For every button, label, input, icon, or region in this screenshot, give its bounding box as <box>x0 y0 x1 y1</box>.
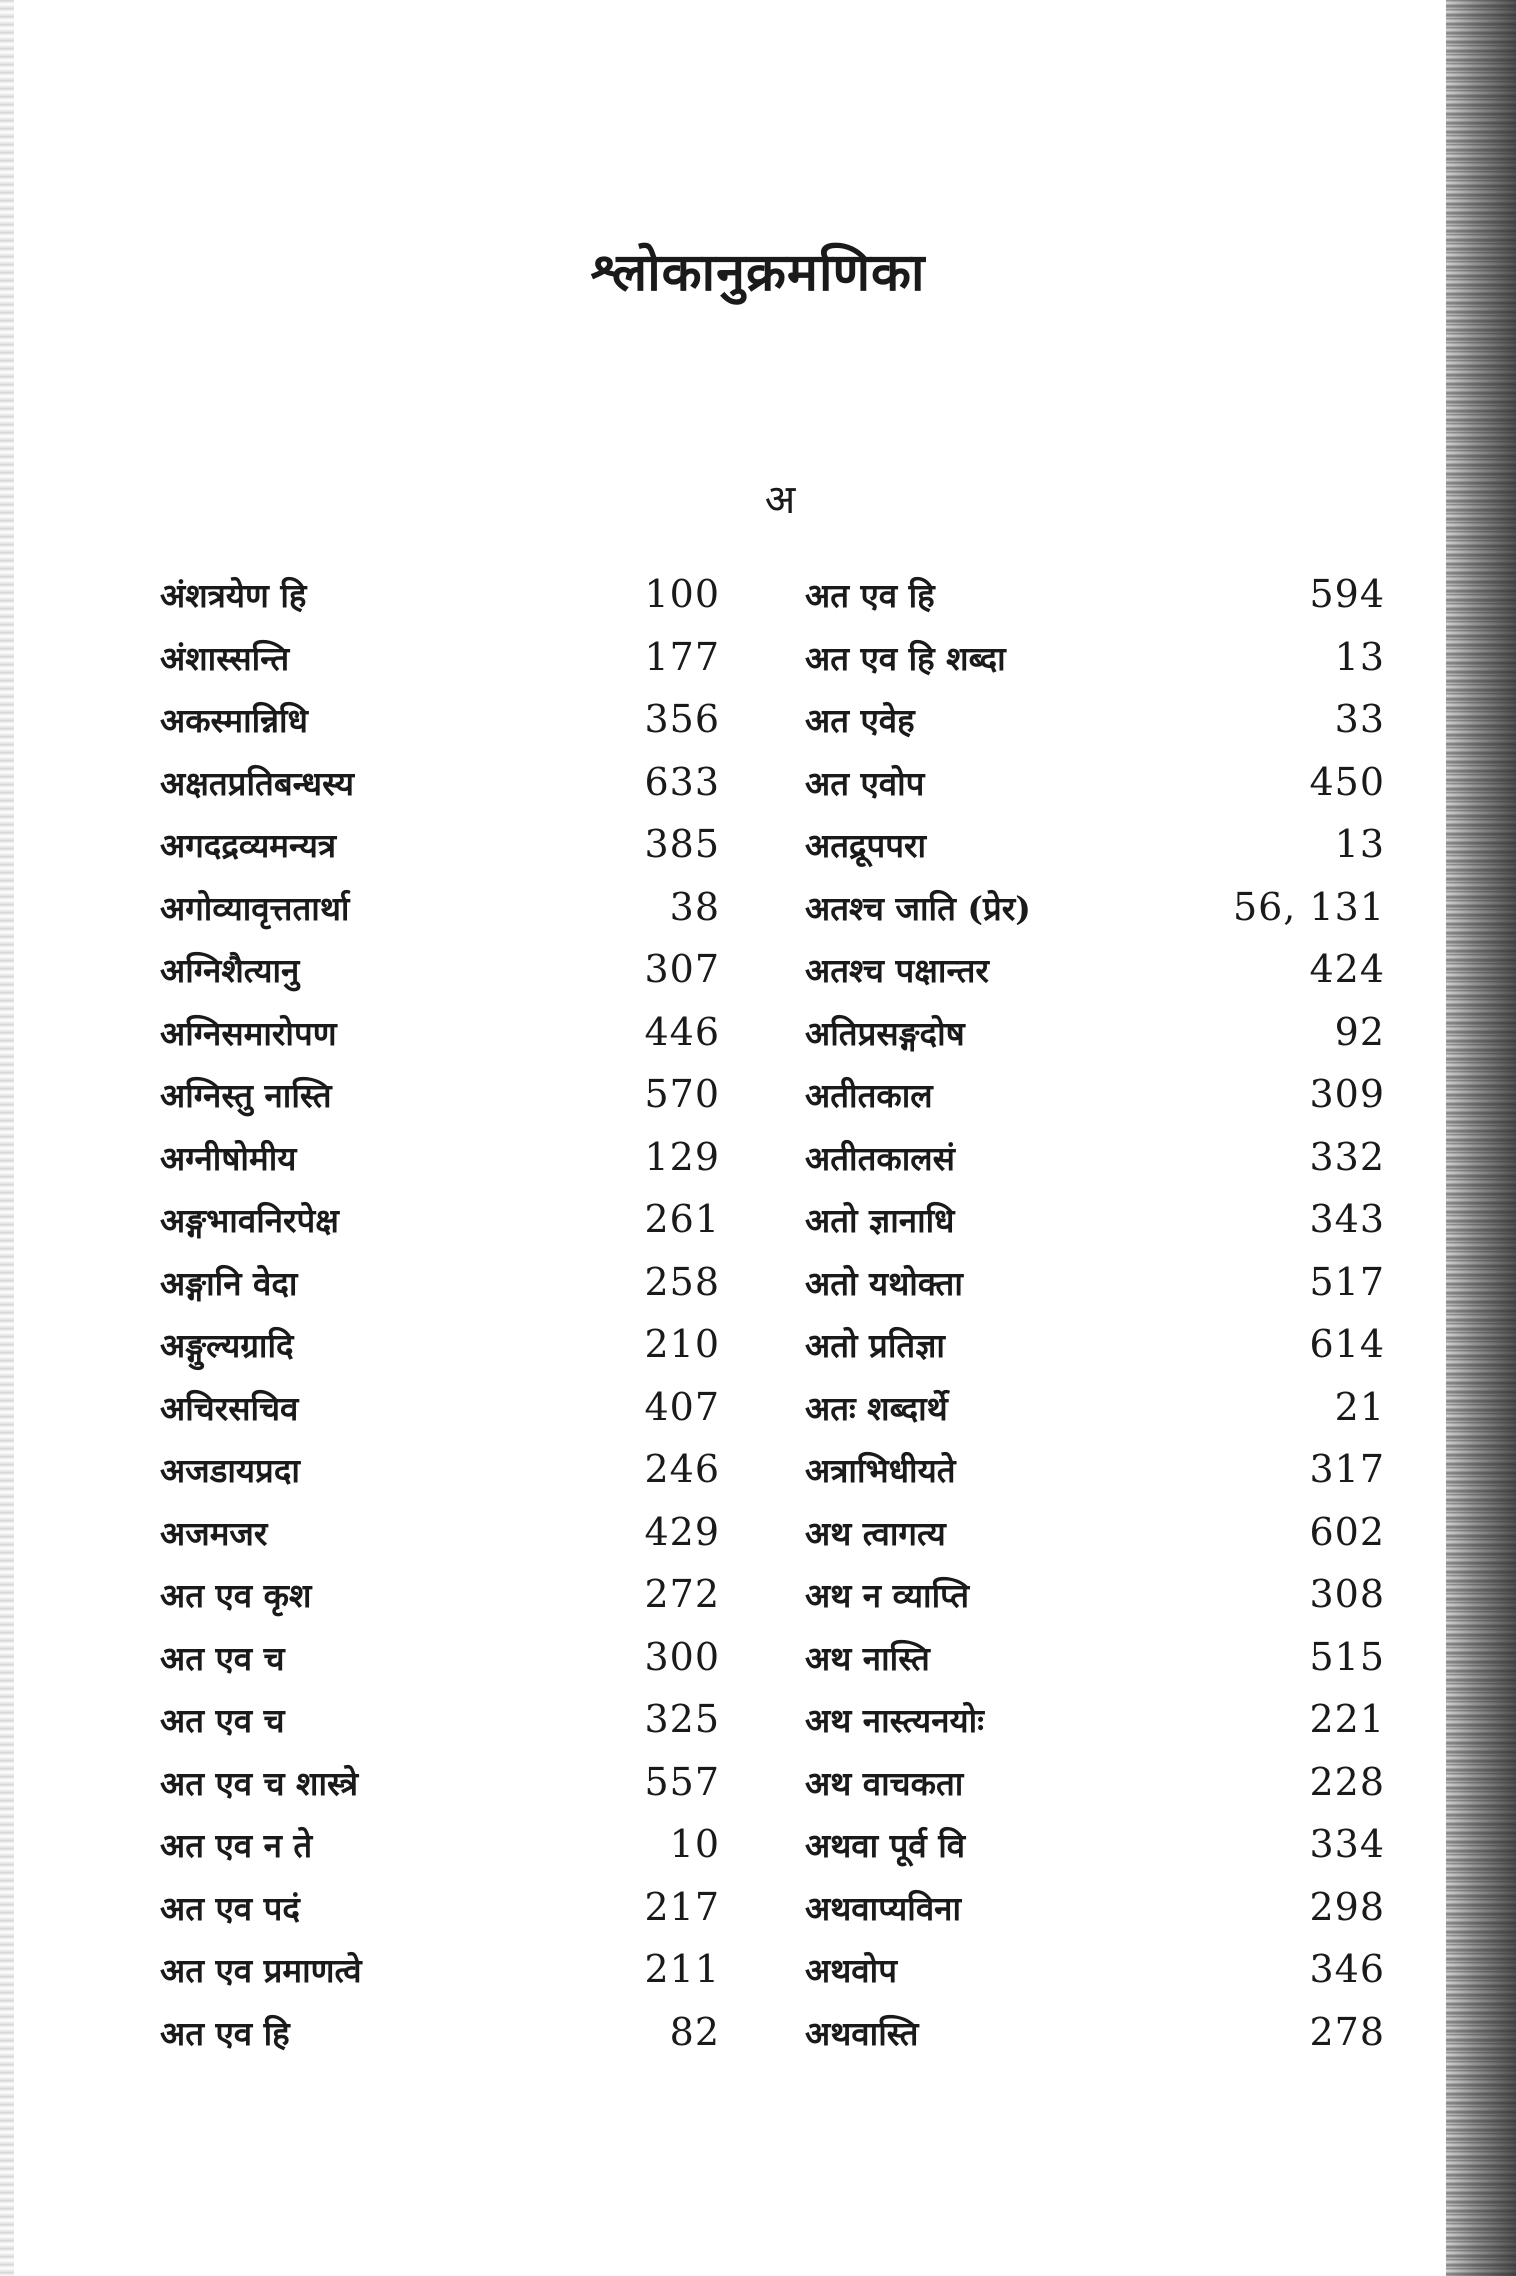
index-entry <box>160 1697 730 1760</box>
index-entry <box>160 947 730 1010</box>
index-term: अतो ज्ञानाधि <box>805 1201 955 1240</box>
index-entry <box>805 1322 1385 1385</box>
scan-left-edge <box>0 0 14 2276</box>
index-entry <box>805 1260 1385 1323</box>
page-number: 309 <box>1309 1072 1385 1116</box>
index-entry <box>160 1322 730 1385</box>
page-number: 21 <box>1334 1384 1385 1429</box>
index-entry <box>805 1010 1385 1073</box>
index-entry <box>805 947 1385 1010</box>
page-number: 614 <box>1309 1322 1385 1366</box>
index-term: अतो यथोक्ता <box>805 1263 963 1303</box>
index-term: अग्निसमारोपण <box>160 1013 337 1053</box>
page-number: 407 <box>644 1384 720 1429</box>
page-number: 13 <box>1334 634 1385 679</box>
page-number: 272 <box>644 1572 720 1616</box>
page-number: 307 <box>644 947 720 991</box>
index-term: अत एव च <box>160 1638 285 1678</box>
page-number: 450 <box>1309 759 1385 804</box>
page-number: 261 <box>644 1197 720 1241</box>
page-title: श्लोकानुक्रमणिका <box>590 242 926 303</box>
index-term: अजडायप्रदा <box>160 1451 300 1490</box>
index-term: अत एव प्रमाणत्वे <box>160 1951 362 1990</box>
index-entry <box>160 1010 730 1073</box>
page-number: 56, 131 <box>1232 884 1385 929</box>
index-term: अतश्च जाति (प्रेर) <box>805 888 1031 928</box>
index-entry <box>160 760 730 823</box>
index-term: अत एव हि शब्दा <box>805 638 1006 678</box>
page-number: 211 <box>644 1947 720 1991</box>
page-number: 38 <box>669 884 720 929</box>
index-term: अग्नीषोमीय <box>160 1138 297 1178</box>
index-entry <box>160 2010 730 2073</box>
index-term: अङ्गभावनिरपेक्ष <box>160 1201 339 1240</box>
index-entry <box>160 1385 730 1448</box>
index-term: अचिरसचिव <box>160 1388 299 1428</box>
index-entry <box>160 1260 730 1323</box>
index-term: अतद्रूपपरा <box>805 826 927 865</box>
index-term: अतः शब्दार्थे <box>805 1388 948 1428</box>
index-entry <box>160 1135 730 1198</box>
page-number: 515 <box>1309 1634 1385 1679</box>
index-term: अंशास्सन्ति <box>160 638 290 678</box>
index-entry <box>160 1760 730 1823</box>
page-number: 221 <box>1309 1697 1385 1741</box>
index-entry <box>160 1635 730 1698</box>
index-entry <box>805 1885 1385 1948</box>
index-entry <box>805 1572 1385 1635</box>
index-term: अत एव हि <box>160 2013 290 2053</box>
index-term: अत्राभिधीयते <box>805 1451 956 1490</box>
index-term: अतश्च पक्षान्तर <box>805 951 989 990</box>
index-entry <box>805 1447 1385 1510</box>
index-entry <box>160 572 730 635</box>
page-number: 33 <box>1334 697 1385 741</box>
page-number: 10 <box>669 1822 720 1866</box>
index-column-left <box>160 572 730 2072</box>
index-entry <box>160 1447 730 1510</box>
page-number: 217 <box>644 1884 720 1929</box>
index-entry <box>805 822 1385 885</box>
page-number: 278 <box>1309 2009 1385 2054</box>
index-term: अथ वाचकता <box>805 1763 964 1803</box>
index-term: अजमजर <box>160 1513 268 1553</box>
page-number: 92 <box>1334 1009 1385 1054</box>
index-term: अत एवोप <box>805 763 925 803</box>
index-entry <box>805 885 1385 948</box>
index-entry <box>805 572 1385 635</box>
page-number: 356 <box>644 697 720 741</box>
index-entry <box>805 1947 1385 2010</box>
index-entry <box>160 1197 730 1260</box>
index-term: अक्षतप्रतिबन्धस्य <box>160 763 355 803</box>
index-term: अत एव हि <box>805 576 935 615</box>
index-entry <box>160 1572 730 1635</box>
index-entry <box>160 885 730 948</box>
index-entry <box>805 2010 1385 2073</box>
index-term: अङ्गुल्यग्रादि <box>160 1326 294 1365</box>
page-number: 517 <box>1309 1259 1385 1304</box>
page-number: 317 <box>1309 1447 1385 1491</box>
index-entry <box>805 1697 1385 1760</box>
index-column-right <box>805 572 1385 2072</box>
page-number: 298 <box>1309 1884 1385 1929</box>
section-letter: अ <box>764 477 796 523</box>
page-number: 633 <box>644 759 720 804</box>
page-number: 346 <box>1309 1947 1385 1991</box>
page-number: 325 <box>644 1697 720 1741</box>
index-term: अगोव्यावृत्ततार्था <box>160 888 350 928</box>
index-term: अथ नास्त्यनयोः <box>805 1701 984 1740</box>
page-number: 228 <box>1309 1759 1385 1804</box>
index-entry <box>160 1885 730 1948</box>
index-entry <box>160 1072 730 1135</box>
page-number: 129 <box>644 1134 720 1179</box>
index-term: अंशत्रयेण हि <box>160 576 307 615</box>
index-entry <box>160 1947 730 2010</box>
index-term: अत एव च <box>160 1701 285 1740</box>
page-number: 594 <box>1309 572 1385 616</box>
index-entry <box>805 1135 1385 1198</box>
index-entry <box>805 760 1385 823</box>
page-number: 570 <box>644 1072 720 1116</box>
page-number: 334 <box>1309 1822 1385 1866</box>
index-entry <box>160 1510 730 1573</box>
page-number: 177 <box>644 634 720 679</box>
index-term: अत एव कृश <box>160 1576 312 1615</box>
index-term: अथवाप्यविना <box>805 1888 962 1928</box>
index-term: अतिप्रसङ्गदोष <box>805 1013 965 1053</box>
index-entry <box>160 635 730 698</box>
index-term: अतो प्रतिज्ञा <box>805 1326 945 1365</box>
index-entry <box>805 1385 1385 1448</box>
page-number: 246 <box>644 1447 720 1491</box>
index-term: अत एव न ते <box>160 1826 313 1865</box>
index-term: अथवा पूर्व वि <box>805 1826 966 1865</box>
index-entry <box>805 1822 1385 1885</box>
page-number: 446 <box>644 1009 720 1054</box>
index-term: अङ्गानि वेदा <box>160 1263 298 1303</box>
page-number: 602 <box>1309 1509 1385 1554</box>
index-term: अकस्मान्निधि <box>160 701 308 740</box>
index-term: अत एव पदं <box>160 1888 300 1928</box>
page-number: 424 <box>1309 947 1385 991</box>
index-entry <box>805 1072 1385 1135</box>
page-number: 82 <box>669 2009 720 2054</box>
page-number: 557 <box>644 1759 720 1804</box>
index-entry <box>160 822 730 885</box>
page-number: 343 <box>1309 1197 1385 1241</box>
index-term: अथ न व्याप्ति <box>805 1576 970 1615</box>
index-term: अग्निस्तु नास्ति <box>160 1076 332 1115</box>
index-entry <box>805 1510 1385 1573</box>
index-term: अथ नास्ति <box>805 1638 930 1678</box>
index-entry <box>160 1822 730 1885</box>
index-entry <box>160 697 730 760</box>
index-term: अथवोप <box>805 1951 897 1990</box>
index-term: अत एव च शास्त्रे <box>160 1763 359 1803</box>
index-entry <box>805 1635 1385 1698</box>
page-number: 429 <box>644 1509 720 1554</box>
index-entry <box>805 635 1385 698</box>
index-term: अतीतकालसं <box>805 1138 955 1178</box>
index-term: अग्निशैत्यानु <box>160 951 300 990</box>
index-term: अथ त्वागत्य <box>805 1513 946 1553</box>
page-number: 300 <box>644 1634 720 1679</box>
page-number: 210 <box>644 1322 720 1366</box>
index-term: अथवास्ति <box>805 2013 919 2053</box>
page-number: 332 <box>1309 1134 1385 1179</box>
page-number: 13 <box>1334 822 1385 866</box>
index-entry <box>805 1197 1385 1260</box>
page-number: 308 <box>1309 1572 1385 1616</box>
scan-right-edge <box>1446 0 1516 2276</box>
page-number: 385 <box>644 822 720 866</box>
index-entry <box>805 697 1385 760</box>
index-term: अतीतकाल <box>805 1076 933 1115</box>
index-entry <box>805 1760 1385 1823</box>
index-term: अत एवेह <box>805 701 915 740</box>
page-number: 258 <box>644 1259 720 1304</box>
index-term: अगदद्रव्यमन्यत्र <box>160 826 337 865</box>
page-number: 100 <box>644 572 720 616</box>
